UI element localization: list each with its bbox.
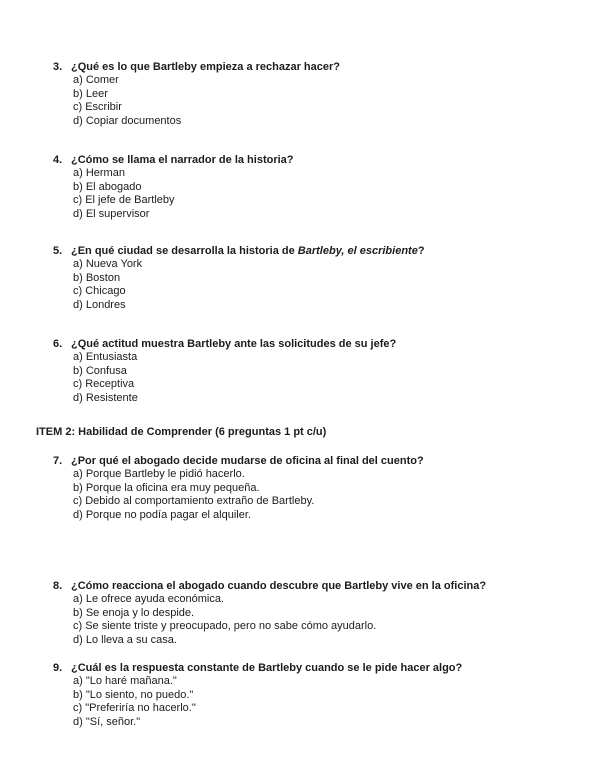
answer-option: b) Porque la oficina era muy pequeña. [73, 481, 260, 494]
question-block-5 [53, 245, 584, 312]
question-text: ¿Cómo reacciona el abogado cuando descubre que Bartleby vive en la oficina? [71, 580, 487, 592]
answer-option: a) Nueva York [73, 258, 143, 271]
question-text: ¿Cuál es la respuesta constante de Bartleby cuando se le pide hacer algo? [71, 662, 463, 674]
question-number: 3. [53, 61, 63, 73]
answer-option: a) Le ofrece ayuda económica. [73, 593, 225, 606]
answer-option: d) "Sí, señor." [73, 715, 141, 728]
question-block-9 [53, 662, 584, 729]
question-title [53, 245, 584, 258]
answer-options [73, 468, 584, 522]
question-title [53, 338, 584, 351]
answer-option: c) Receptiva [73, 378, 135, 391]
answer-options [73, 351, 584, 405]
question-text-part: ? [417, 245, 425, 257]
question-text: ¿Cómo se llama el narrador de la historia? [71, 154, 294, 166]
question-block-4 [53, 154, 584, 221]
question-title [53, 455, 584, 468]
answer-options [73, 167, 584, 221]
question-text: ¿Qué es lo que Bartleby empieza a rechazar hacer? [71, 61, 340, 73]
answer-option: a) Herman [73, 167, 125, 180]
answer-option: b) El abogado [73, 180, 142, 193]
answer-option: a) Porque Bartleby le pidió hacerlo. [73, 468, 245, 481]
answer-option: b) Leer [73, 87, 108, 100]
answer-option: b) "Lo siento, no puedo." [73, 688, 194, 701]
answer-option: c) "Preferiría no hacerlo." [73, 702, 196, 715]
question-title [53, 154, 584, 167]
answer-option: c) Se siente triste y preocupado, pero no sabe cómo ayudarlo. [73, 620, 377, 633]
answer-options [73, 593, 584, 647]
question-number: 4. [53, 154, 63, 166]
question-text: ¿Qué actitud muestra Bartleby ante las solicitudes de su jefe? [71, 338, 397, 350]
answer-option: b) Confusa [73, 364, 127, 377]
answer-options [73, 675, 584, 729]
question-number: 8. [53, 580, 63, 592]
question-text: ¿Por qué el abogado decide mudarse de oficina al final del cuento? [71, 455, 424, 467]
answer-option: c) Debido al comportamiento extraño de Bartleby. [73, 495, 315, 508]
question-text-book-title: Bartleby, el escribiente [297, 245, 418, 257]
question-text [71, 245, 584, 258]
question-title [53, 580, 584, 593]
question-text-part: ¿En qué ciudad se desarrolla la historia de [71, 245, 298, 257]
answer-option: d) Copiar documentos [73, 114, 182, 127]
answer-option: d) Resistente [73, 391, 138, 404]
section-header: ITEM 2: Habilidad de Comprender (6 preguntas 1 pt c/u) [36, 426, 327, 438]
answer-option: a) Comer [73, 74, 119, 87]
answer-option: d) Londres [73, 298, 126, 311]
answer-option: a) Entusiasta [73, 351, 138, 364]
answer-option: b) Boston [73, 271, 121, 284]
answer-option: d) Lo lleva a su casa. [73, 633, 177, 646]
answer-option: a) "Lo haré mañana." [73, 675, 177, 688]
answer-option: c) Escribir [73, 101, 122, 114]
answer-option: c) El jefe de Bartleby [73, 194, 175, 207]
answer-options [73, 74, 584, 128]
question-title [53, 662, 584, 675]
question-title [53, 61, 584, 74]
answer-option: d) El supervisor [73, 207, 150, 220]
answer-option: c) Chicago [73, 285, 126, 298]
question-number: 6. [53, 338, 63, 350]
question-number: 7. [53, 455, 63, 467]
question-number: 5. [53, 245, 63, 257]
question-block-6 [53, 338, 584, 405]
answer-options [73, 258, 584, 312]
question-block-8 [53, 580, 584, 647]
question-block-7 [53, 455, 584, 522]
answer-option: b) Se enoja y lo despide. [73, 606, 195, 619]
question-block-3 [53, 61, 584, 128]
question-number: 9. [53, 662, 63, 674]
answer-option: d) Porque no podía pagar el alquiler. [73, 508, 251, 521]
